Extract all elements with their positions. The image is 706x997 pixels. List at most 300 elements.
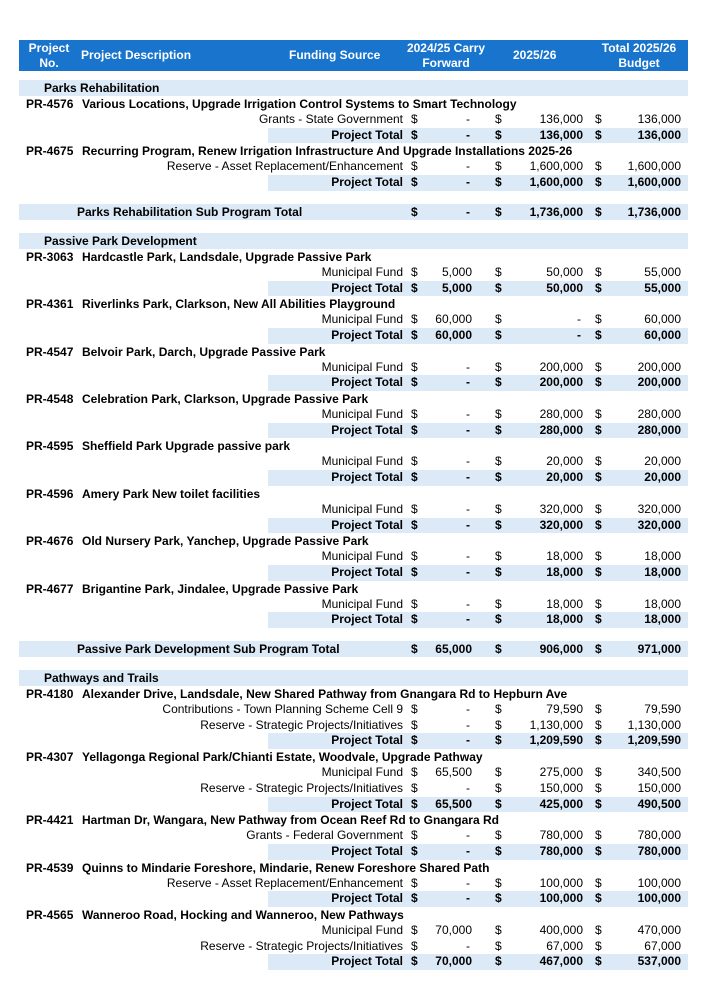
funding-row — [0, 454, 706, 470]
project-total-label: Project Total — [331, 127, 403, 142]
amount-value: - — [466, 938, 470, 953]
amount-value: 200,000 — [637, 359, 681, 374]
dollar-sign: $ — [595, 828, 602, 843]
project-total-label: Project Total — [331, 954, 403, 969]
amount-value: 1,600,000 — [529, 159, 583, 174]
amount-value: 200,000 — [539, 375, 583, 390]
dollar-sign: $ — [595, 375, 602, 390]
dollar-sign: $ — [595, 796, 602, 811]
project-description: Wanneroo Road, Hocking and Wanneroo, New Pathways — [82, 908, 404, 922]
dollar-sign: $ — [495, 375, 502, 390]
funding-source: Municipal Fund — [321, 549, 403, 564]
section-row — [0, 233, 706, 249]
dollar-sign: $ — [495, 564, 502, 579]
amount-value: 67,000 — [546, 938, 583, 953]
amount-value: - — [466, 733, 470, 748]
project-total-label: Project Total — [331, 175, 403, 190]
project-description: Old Nursery Park, Yanchep, Upgrade Passive Park — [82, 534, 369, 549]
amount-value: 5,000 — [441, 280, 472, 295]
amount-value: 280,000 — [637, 422, 681, 437]
dollar-sign: $ — [411, 702, 418, 716]
funding-row — [0, 718, 706, 734]
header-carry-forward: 2024/25 Carry Forward — [406, 41, 486, 70]
funding-source: Grants - Federal Government — [246, 828, 403, 843]
amount-value: - — [466, 359, 470, 374]
project-total-label: Project Total — [331, 422, 403, 437]
project-description: Hardcastle Park, Landsdale, Upgrade Passive Park — [82, 249, 372, 264]
amount-value: 18,000 — [644, 564, 681, 579]
dollar-sign: $ — [411, 564, 418, 579]
project-total-row — [0, 954, 706, 970]
amount-value: 20,000 — [644, 470, 681, 485]
amount-value: 320,000 — [637, 501, 681, 516]
project-number: PR-4547 — [26, 344, 74, 359]
dollar-sign: $ — [595, 312, 602, 327]
sub-program-total-row — [0, 204, 706, 220]
dollar-sign: $ — [411, 733, 418, 748]
project-total-row — [0, 470, 706, 486]
project-total-label: Project Total — [331, 470, 403, 485]
funding-row — [0, 781, 706, 797]
dollar-sign: $ — [495, 422, 502, 437]
dollar-sign: $ — [411, 796, 418, 811]
project-number: PR-4675 — [26, 144, 74, 159]
dollar-sign: $ — [495, 359, 502, 374]
amount-value: - — [466, 501, 470, 516]
project-row — [0, 686, 706, 702]
dollar-sign: $ — [411, 642, 418, 656]
project-description: Alexander Drive, Landsdale, New Shared Pathway from Gnangara Rd to Hepburn Ave — [82, 687, 568, 701]
project-total-row — [0, 891, 706, 907]
project-description: Hartman Dr, Wangara, New Pathway from Ocean Reef Rd to Gnangara Rd — [82, 813, 499, 828]
project-total-row — [0, 518, 706, 534]
dollar-sign: $ — [595, 422, 602, 437]
amount-value: 1,600,000 — [627, 159, 681, 174]
amount-value: 780,000 — [539, 828, 583, 843]
dollar-sign: $ — [495, 875, 502, 890]
project-description: Amery Park New toilet facilities — [82, 486, 261, 501]
dollar-sign: $ — [411, 875, 418, 890]
dollar-sign: $ — [495, 780, 502, 795]
dollar-sign: $ — [411, 501, 418, 516]
dollar-sign: $ — [411, 891, 418, 906]
dollar-sign: $ — [595, 112, 602, 126]
amount-value: 200,000 — [539, 359, 583, 374]
header-description: Project Description — [81, 48, 192, 62]
dollar-sign: $ — [411, 765, 418, 780]
funding-row — [0, 407, 706, 423]
project-number: PR-4361 — [26, 297, 74, 312]
dollar-sign: $ — [595, 204, 602, 219]
amount-value: 400,000 — [539, 923, 583, 937]
project-total-row — [0, 612, 706, 628]
dollar-sign: $ — [595, 765, 602, 780]
amount-value: - — [466, 112, 470, 126]
dollar-sign: $ — [595, 938, 602, 953]
dollar-sign: $ — [595, 891, 602, 906]
dollar-sign: $ — [411, 954, 418, 969]
funding-source: Municipal Fund — [321, 501, 403, 516]
amount-value: 60,000 — [644, 312, 681, 327]
dollar-sign: $ — [495, 796, 502, 811]
funding-row — [0, 765, 706, 781]
amount-value: 136,000 — [637, 112, 681, 126]
dollar-sign: $ — [411, 717, 418, 732]
amount-value: - — [466, 702, 470, 716]
amount-value: 60,000 — [644, 327, 681, 342]
spacer-row — [0, 657, 706, 670]
amount-value: - — [466, 564, 470, 579]
dollar-sign: $ — [495, 454, 502, 469]
dollar-sign: $ — [411, 312, 418, 327]
dollar-sign: $ — [495, 501, 502, 516]
amount-value: - — [466, 596, 470, 611]
amount-value: 780,000 — [539, 843, 583, 858]
funding-source: Municipal Fund — [321, 923, 403, 937]
amount-value: 5,000 — [441, 264, 472, 279]
dollar-sign: $ — [495, 407, 502, 421]
section-row — [0, 670, 706, 686]
project-description: Belvoir Park, Darch, Upgrade Passive Park — [82, 344, 326, 359]
project-row — [0, 486, 706, 502]
dollar-sign: $ — [595, 612, 602, 627]
dollar-sign: $ — [595, 733, 602, 748]
amount-value: - — [466, 517, 470, 532]
project-total-label: Project Total — [331, 733, 403, 748]
amount-value: 906,000 — [539, 642, 583, 656]
funding-source: Municipal Fund — [321, 765, 403, 780]
project-total-row — [0, 128, 706, 144]
amount-value: 67,000 — [644, 938, 681, 953]
dollar-sign: $ — [411, 470, 418, 485]
project-description: Riverlinks Park, Clarkson, New All Abilities Playground — [82, 297, 396, 312]
project-description: Recurring Program, Renew Irrigation Infrastructure And Upgrade Installations 2025-26 — [82, 144, 573, 159]
project-number: PR-4180 — [26, 687, 74, 701]
funding-source: Reserve - Strategic Projects/Initiatives — [200, 780, 403, 795]
amount-value: 70,000 — [435, 954, 472, 969]
project-row — [0, 296, 706, 312]
dollar-sign: $ — [495, 923, 502, 937]
amount-value: - — [466, 470, 470, 485]
dollar-sign: $ — [495, 549, 502, 564]
project-total-row — [0, 844, 706, 860]
funding-source: Reserve - Asset Replacement/Enhancement — [166, 159, 403, 174]
dollar-sign: $ — [411, 204, 418, 219]
project-description: Sheffield Park Upgrade passive park — [82, 439, 291, 454]
amount-value: 55,000 — [644, 280, 681, 295]
dollar-sign: $ — [411, 175, 418, 190]
amount-value: 100,000 — [539, 875, 583, 890]
dollar-sign: $ — [595, 843, 602, 858]
amount-value: - — [466, 717, 470, 732]
amount-value: 280,000 — [539, 422, 583, 437]
dollar-sign: $ — [411, 422, 418, 437]
dollar-sign: $ — [595, 175, 602, 190]
dollar-sign: $ — [595, 954, 602, 969]
amount-value: 1,130,000 — [529, 717, 583, 732]
amount-value: 100,000 — [637, 875, 681, 890]
amount-value: - — [466, 612, 470, 627]
project-total-label: Project Total — [331, 327, 403, 342]
dollar-sign: $ — [595, 549, 602, 564]
dollar-sign: $ — [495, 327, 502, 342]
dollar-sign: $ — [411, 112, 418, 126]
dollar-sign: $ — [495, 733, 502, 748]
dollar-sign: $ — [595, 875, 602, 890]
project-total-row — [0, 797, 706, 813]
dollar-sign: $ — [595, 517, 602, 532]
funding-source: Municipal Fund — [321, 312, 403, 327]
amount-value: 55,000 — [644, 264, 681, 279]
amount-value: 100,000 — [637, 891, 681, 906]
dollar-sign: $ — [495, 891, 502, 906]
project-total-label: Project Total — [331, 891, 403, 906]
amount-value: - — [466, 159, 470, 174]
amount-value: - — [466, 204, 470, 219]
amount-value: 280,000 — [637, 407, 681, 421]
amount-value: - — [466, 454, 470, 469]
funding-source: Municipal Fund — [321, 596, 403, 611]
project-total-label: Project Total — [331, 517, 403, 532]
amount-value: 280,000 — [539, 407, 583, 421]
project-total-row — [0, 281, 706, 297]
project-number: PR-4307 — [26, 750, 74, 765]
dollar-sign: $ — [495, 954, 502, 969]
amount-value: 320,000 — [539, 517, 583, 532]
spacer-row — [0, 220, 706, 233]
amount-value: - — [577, 327, 581, 342]
dollar-sign: $ — [495, 112, 502, 126]
section-title: Pathways and Trails — [44, 671, 159, 685]
amount-value: 65,000 — [435, 642, 472, 656]
amount-value: 18,000 — [546, 549, 583, 564]
dollar-sign: $ — [411, 549, 418, 564]
funding-source: Reserve - Asset Replacement/Enhancement — [166, 875, 403, 890]
funding-row — [0, 360, 706, 376]
amount-value: 70,000 — [435, 923, 472, 937]
funding-row — [0, 265, 706, 281]
dollar-sign: $ — [495, 612, 502, 627]
dollar-sign: $ — [595, 280, 602, 295]
dollar-sign: $ — [411, 517, 418, 532]
dollar-sign: $ — [595, 501, 602, 516]
amount-value: - — [577, 312, 581, 327]
section-title: Passive Park Development — [44, 233, 197, 248]
amount-value: - — [466, 407, 470, 421]
dollar-sign: $ — [495, 175, 502, 190]
project-row — [0, 344, 706, 360]
dollar-sign: $ — [595, 717, 602, 732]
dollar-sign: $ — [495, 517, 502, 532]
dollar-sign: $ — [495, 828, 502, 843]
project-description: Quinns to Mindarie Foreshore, Mindarie, Renew Foreshore Shared Path — [82, 860, 490, 875]
project-total-row — [0, 565, 706, 581]
amount-value: 1,130,000 — [627, 717, 681, 732]
project-number: PR-4539 — [26, 860, 74, 875]
project-number: PR-4677 — [26, 581, 74, 596]
amount-value: - — [466, 875, 470, 890]
section-row — [0, 80, 706, 96]
funding-source: Municipal Fund — [321, 359, 403, 374]
sub-program-total-label: Parks Rehabilitation Sub Program Total — [77, 204, 303, 219]
spacer-row — [0, 628, 706, 641]
amount-value: 150,000 — [637, 780, 681, 795]
project-total-row — [0, 328, 706, 344]
dollar-sign: $ — [595, 127, 602, 142]
dollar-sign: $ — [411, 828, 418, 843]
project-total-row — [0, 175, 706, 191]
dollar-sign: $ — [495, 938, 502, 953]
amount-value: 1,600,000 — [627, 175, 681, 190]
project-number: PR-4676 — [26, 534, 74, 549]
funding-source: Municipal Fund — [321, 407, 403, 421]
dollar-sign: $ — [411, 780, 418, 795]
dollar-sign: $ — [411, 407, 418, 421]
funding-row — [0, 597, 706, 613]
project-total-row — [0, 423, 706, 439]
amount-value: 136,000 — [637, 127, 681, 142]
amount-value: 100,000 — [539, 891, 583, 906]
amount-value: 1,600,000 — [529, 175, 583, 190]
amount-value: - — [466, 891, 470, 906]
dollar-sign: $ — [495, 717, 502, 732]
project-row — [0, 143, 706, 159]
project-number: PR-4548 — [26, 392, 74, 406]
amount-value: 537,000 — [637, 954, 681, 969]
amount-value: 60,000 — [435, 327, 472, 342]
header-funding-source: Funding Source — [289, 48, 381, 62]
dollar-sign: $ — [595, 470, 602, 485]
funding-row — [0, 702, 706, 718]
amount-value: 780,000 — [637, 843, 681, 858]
project-total-row — [0, 733, 706, 749]
project-total-label: Project Total — [331, 612, 403, 627]
amount-value: - — [466, 127, 470, 142]
amount-value: 18,000 — [644, 612, 681, 627]
project-total-label: Project Total — [331, 375, 403, 390]
funding-row — [0, 312, 706, 328]
amount-value: 200,000 — [637, 375, 681, 390]
funding-row — [0, 939, 706, 955]
project-row — [0, 860, 706, 876]
dollar-sign: $ — [595, 642, 602, 656]
dollar-sign: $ — [595, 596, 602, 611]
amount-value: 79,590 — [644, 702, 681, 716]
funding-row — [0, 549, 706, 565]
dollar-sign: $ — [495, 843, 502, 858]
dollar-sign: $ — [595, 923, 602, 937]
table-header — [19, 40, 688, 71]
dollar-sign: $ — [595, 454, 602, 469]
funding-source: Reserve - Strategic Projects/Initiatives — [200, 938, 403, 953]
project-number: PR-4565 — [26, 908, 74, 922]
spacer-row — [0, 191, 706, 204]
amount-value: 20,000 — [546, 454, 583, 469]
dollar-sign: $ — [411, 264, 418, 279]
project-number: PR-4421 — [26, 813, 74, 828]
amount-value: - — [466, 549, 470, 564]
amount-value: 490,500 — [637, 796, 681, 811]
dollar-sign: $ — [495, 204, 502, 219]
project-number: PR-4596 — [26, 486, 74, 501]
project-description: Yellagonga Regional Park/Chianti Estate, Woodvale, Upgrade Pathway — [82, 750, 483, 765]
amount-value: 20,000 — [644, 454, 681, 469]
project-row — [0, 581, 706, 597]
dollar-sign: $ — [495, 596, 502, 611]
amount-value: 18,000 — [546, 612, 583, 627]
amount-value: 18,000 — [546, 596, 583, 611]
dollar-sign: $ — [495, 470, 502, 485]
dollar-sign: $ — [495, 264, 502, 279]
project-row — [0, 907, 706, 923]
dollar-sign: $ — [411, 454, 418, 469]
funding-row — [0, 923, 706, 939]
dollar-sign: $ — [595, 702, 602, 716]
dollar-sign: $ — [595, 407, 602, 421]
funding-source: Grants - State Government — [258, 112, 403, 126]
sub-program-total-row — [0, 641, 706, 657]
dollar-sign: $ — [411, 843, 418, 858]
project-row — [0, 96, 706, 112]
project-row — [0, 249, 706, 265]
amount-value: 320,000 — [637, 517, 681, 532]
project-row — [0, 391, 706, 407]
amount-value: - — [466, 843, 470, 858]
project-row — [0, 438, 706, 454]
amount-value: 340,500 — [637, 765, 681, 780]
project-row — [0, 812, 706, 828]
dollar-sign: $ — [495, 312, 502, 327]
dollar-sign: $ — [411, 327, 418, 342]
dollar-sign: $ — [411, 280, 418, 295]
funding-source: Municipal Fund — [321, 454, 403, 469]
project-description: Celebration Park, Clarkson, Upgrade Passive Park — [82, 392, 369, 406]
dollar-sign: $ — [495, 280, 502, 295]
dollar-sign: $ — [595, 780, 602, 795]
project-total-label: Project Total — [331, 843, 403, 858]
amount-value: 1,736,000 — [529, 204, 583, 219]
dollar-sign: $ — [595, 359, 602, 374]
amount-value: 136,000 — [539, 127, 583, 142]
amount-value: 18,000 — [546, 564, 583, 579]
funding-source: Contributions - Town Planning Scheme Cell 9 — [162, 702, 403, 716]
project-row — [0, 533, 706, 549]
dollar-sign: $ — [411, 938, 418, 953]
amount-value: - — [466, 375, 470, 390]
header-total-budget: Total 2025/26 Budget — [601, 41, 677, 70]
amount-value: 65,500 — [435, 796, 472, 811]
funding-row — [0, 112, 706, 128]
project-number: PR-4576 — [26, 97, 74, 111]
amount-value: 50,000 — [546, 264, 583, 279]
project-number: PR-3063 — [26, 249, 74, 264]
amount-value: 79,590 — [546, 702, 583, 716]
sub-program-total-label: Passive Park Development Sub Program Total — [77, 642, 340, 656]
header-project-no: Project No. — [28, 41, 70, 70]
dollar-sign: $ — [411, 596, 418, 611]
amount-value: 65,500 — [435, 765, 472, 780]
project-total-label: Project Total — [331, 564, 403, 579]
amount-value: 60,000 — [435, 312, 472, 327]
dollar-sign: $ — [411, 375, 418, 390]
funding-row — [0, 876, 706, 892]
amount-value: 136,000 — [539, 112, 583, 126]
amount-value: 18,000 — [644, 549, 681, 564]
project-description: Brigantine Park, Jindalee, Upgrade Passive Park — [82, 581, 359, 596]
amount-value: 470,000 — [637, 923, 681, 937]
dollar-sign: $ — [411, 359, 418, 374]
project-total-row — [0, 375, 706, 391]
